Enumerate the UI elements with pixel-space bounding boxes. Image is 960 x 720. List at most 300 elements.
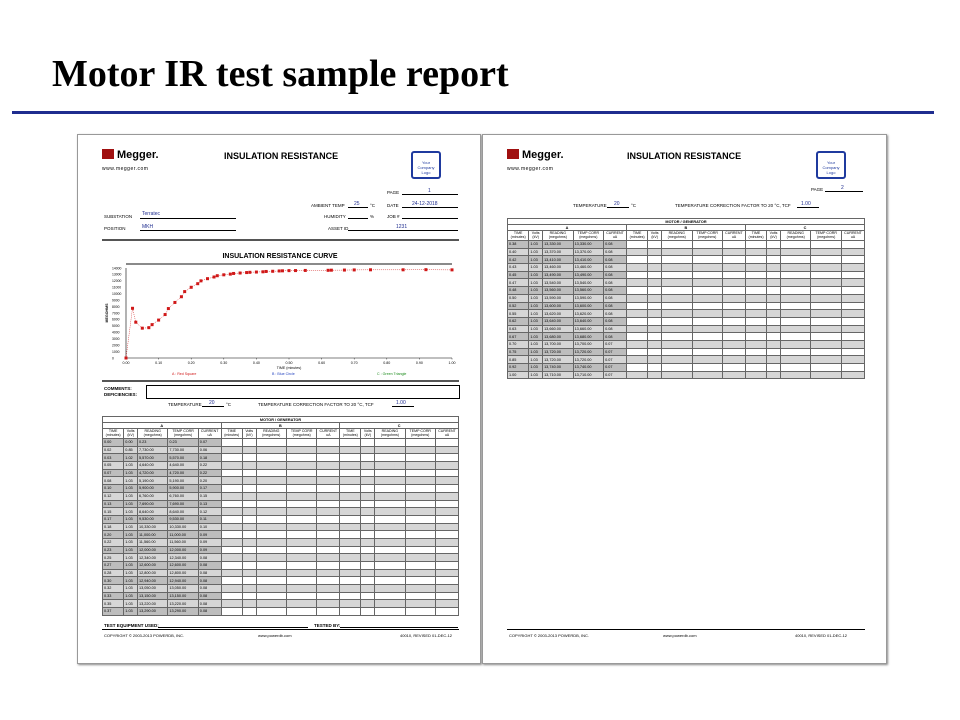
empty-cell [811,356,842,364]
series-a-point [353,268,356,271]
footer-revision: 40010, REVISED 01-DEC-12 [400,633,453,638]
empty-cell [340,562,361,570]
empty-cell [286,531,316,539]
table-cell: 0.08 [198,569,221,577]
empty-cell [780,317,811,325]
empty-cell [375,585,405,593]
table-cell: 0.27 [103,562,124,570]
table-cell: 5,570.00 [168,454,198,462]
table-cell: 0.08 [198,600,221,608]
empty-cell [662,271,693,279]
temperature-label: TEMPERATURE [573,203,607,208]
empty-cell [723,271,746,279]
table-cell: 0.17 [198,485,221,493]
empty-cell [375,508,405,516]
table-cell: 0.08 [604,279,627,287]
column-header: Volts (kV) [361,429,375,439]
empty-cell [242,523,256,531]
empty-cell [626,248,647,256]
empty-cell [626,241,647,249]
empty-cell [767,264,781,272]
series-a-point [141,327,144,330]
empty-cell [435,546,458,554]
table-cell: 0.09 [198,546,221,554]
doc-title: INSULATION RESISTANCE [224,151,339,161]
table-cell: 0.23 [168,439,198,447]
table-cell: 13,620.00 [573,310,604,318]
empty-cell [340,577,361,585]
y-tick-label: 0 [112,356,114,361]
empty-cell [361,439,375,447]
series-a-point [190,286,193,289]
column-header: Volts (kV) [242,429,256,439]
empty-cell [375,515,405,523]
empty-cell [626,371,647,379]
empty-cell [242,577,256,585]
series-a-point [125,356,128,359]
phase-header: A [103,423,222,429]
series-a-point [402,268,405,271]
empty-cell [221,592,242,600]
empty-cell [286,562,316,570]
empty-cell [841,325,864,333]
empty-cell [723,294,746,302]
column-header: CURRENT uA [317,429,340,439]
page-label: PAGE [387,190,400,195]
empty-cell [626,325,647,333]
empty-cell [286,492,316,500]
table-cell: 0.85 [508,356,529,364]
empty-cell [405,469,435,477]
empty-cell [242,446,256,454]
tcf-value: 1.00 [801,201,811,207]
empty-cell [626,302,647,310]
series-a-point [278,269,281,272]
y-tick-label: 2000 [112,343,120,348]
table-cell: 1.03 [124,538,138,546]
empty-cell [780,279,811,287]
table-cell: 12,000.00 [168,546,198,554]
table-row [103,523,459,531]
series-a-point [222,273,225,276]
x-tick-label: 1.00 [448,361,456,365]
empty-cell [767,364,781,372]
table-cell: 13,370.00 [573,248,604,256]
empty-cell [745,271,766,279]
empty-cell [221,439,242,447]
table-cell: 1.03 [124,608,138,616]
table-row [103,562,459,570]
column-header: TEMP CORR (megohms) [811,231,842,241]
table-cell: 13,680.00 [543,333,574,341]
table-cell: 13,410.00 [573,256,604,264]
empty-cell [221,554,242,562]
table-cell: 13,640.00 [573,317,604,325]
table-cell: 0.70 [508,340,529,348]
empty-cell [745,287,766,295]
empty-cell [811,325,842,333]
empty-cell [286,485,316,493]
table-cell: 0.13 [198,500,221,508]
table-cell: 0.37 [103,608,124,616]
empty-cell [811,302,842,310]
empty-cell [626,356,647,364]
motor-generator-header: MOTOR / GENERATOR [103,417,459,423]
column-header: Volts (kV) [767,231,781,241]
empty-cell [361,600,375,608]
table-cell: 13,050.00 [168,585,198,593]
empty-cell [745,364,766,372]
table-cell: 0.08 [604,287,627,295]
series-a-point [261,270,264,273]
position-label: POSITION [104,226,126,231]
empty-cell [340,508,361,516]
empty-cell [435,454,458,462]
empty-cell [221,569,242,577]
table-cell: 0.20 [103,531,124,539]
table-cell: 11,000.00 [168,531,198,539]
table-row [103,500,459,508]
empty-cell [841,333,864,341]
empty-cell [811,371,842,379]
empty-cell [767,325,781,333]
table-cell: 0.08 [604,302,627,310]
empty-cell [361,462,375,470]
empty-cell [221,462,242,470]
table-cell: 4,640.00 [168,462,198,470]
empty-cell [242,600,256,608]
table-cell: 0.00 [124,439,138,447]
tcf-label: TEMPERATURE CORRECTION FACTOR TO 20 °C, TCF [675,203,791,208]
table-cell: 13,330.00 [573,241,604,249]
empty-cell [361,492,375,500]
table-cell: 13,150.00 [168,592,198,600]
empty-cell [286,439,316,447]
empty-cell [340,538,361,546]
table-cell: 4,720.00 [137,469,167,477]
table-cell: 1.03 [124,492,138,500]
x-tick-label: 0.40 [252,361,260,365]
table-cell: 0.08 [198,562,221,570]
empty-cell [811,340,842,348]
empty-cell [221,546,242,554]
empty-cell [242,508,256,516]
series-a-point [255,271,258,274]
empty-cell [648,256,662,264]
series-a-point [327,269,330,272]
table-cell: 0.28 [103,569,124,577]
empty-cell [340,454,361,462]
empty-cell [626,279,647,287]
footer-copyright: COPYRIGHT © 2003-2013 POWERDB, INC. [509,633,590,638]
table-row [103,538,459,546]
job-label: JOB # [387,214,400,219]
empty-cell [286,477,316,485]
empty-cell [780,325,811,333]
table-row [508,241,865,249]
series-a-point [304,269,307,272]
table-cell: 1.03 [529,348,543,356]
empty-cell [340,439,361,447]
empty-cell [242,462,256,470]
y-tick-label: 5000 [112,324,120,329]
y-tick-label: 12000 [112,279,122,284]
table-cell: 0.09 [198,538,221,546]
empty-cell [286,446,316,454]
table-cell: 12,800.00 [168,569,198,577]
empty-cell [340,446,361,454]
empty-cell [767,356,781,364]
empty-cell [662,333,693,341]
table-cell: 0.67 [508,333,529,341]
substation-value: Terratec [142,211,161,217]
empty-cell [780,348,811,356]
x-tick-label: 0.10 [155,361,163,365]
series-a-point [206,277,209,280]
empty-cell [692,264,723,272]
empty-cell [221,600,242,608]
empty-cell [780,333,811,341]
table-row [508,302,865,310]
empty-cell [723,340,746,348]
empty-cell [435,485,458,493]
table-cell: 1.03 [529,248,543,256]
empty-cell [767,333,781,341]
empty-cell [286,592,316,600]
empty-cell [745,356,766,364]
y-tick-label: 8000 [112,304,120,309]
table-cell: 5,900.00 [168,485,198,493]
table-cell: 0.23 [103,546,124,554]
empty-cell [340,469,361,477]
megger-logo-text: Megger. [117,149,159,161]
empty-cell [221,531,242,539]
table-cell: 0.08 [198,608,221,616]
empty-cell [221,500,242,508]
table-cell: 10,330.00 [137,523,167,531]
table-cell: 4,720.00 [168,469,198,477]
legend-item: A : Red Square [172,372,197,376]
table-cell: 1.00 [508,371,529,379]
series-a-point [232,272,235,275]
table-cell: 0.30 [103,577,124,585]
empty-cell [221,485,242,493]
empty-cell [361,523,375,531]
table-cell: 1.03 [529,287,543,295]
series-a-point [229,273,232,276]
series-a-point [131,307,134,310]
column-header: Volts (kV) [529,231,543,241]
empty-cell [626,287,647,295]
empty-cell [256,439,286,447]
temperature-unit: °C [226,402,232,407]
table-row [103,592,459,600]
asset-id-value: 1231 [396,224,408,230]
megger-logo-icon [102,149,114,159]
temperature-unit: °C [631,203,637,208]
table-row [103,446,459,454]
empty-cell [361,515,375,523]
empty-cell [317,462,340,470]
empty-cell [361,562,375,570]
table-cell: 6,760.00 [168,492,198,500]
empty-cell [375,446,405,454]
table-cell: 13,740.00 [543,364,574,372]
table-cell: 0.38 [508,241,529,249]
ambient-temp-value: 25 [354,201,360,207]
empty-cell [221,538,242,546]
empty-cell [256,508,286,516]
y-tick-label: 14000 [112,266,122,271]
table-cell: 0.23 [137,439,167,447]
table-cell: 13,410.00 [543,256,574,264]
empty-cell [723,371,746,379]
column-header: READING (megohms) [662,231,693,241]
empty-cell [723,356,746,364]
table-cell: 13,590.00 [573,294,604,302]
empty-cell [723,325,746,333]
table-cell: 12,940.00 [168,577,198,585]
y-tick-label: 7000 [112,311,120,316]
empty-cell [780,310,811,318]
y-tick-label: 1000 [112,349,120,354]
empty-cell [256,462,286,470]
empty-cell [340,585,361,593]
table-cell: 0.48 [508,287,529,295]
ambient-temp-unit: °C [370,203,376,208]
empty-cell [692,371,723,379]
table-cell: 0.63 [508,325,529,333]
empty-cell [648,271,662,279]
table-cell: 0.07 [604,340,627,348]
tcf-label: TEMPERATURE CORRECTION FACTOR TO 20 °C, TCF [258,402,374,407]
empty-cell [648,364,662,372]
empty-cell [648,302,662,310]
column-header: TIME (minutes) [103,429,124,439]
empty-cell [286,577,316,585]
empty-cell [811,348,842,356]
table-cell: 1.03 [529,264,543,272]
company-logo-icon: Your Company Logo [816,151,846,179]
comments-field[interactable] [146,385,460,399]
table-cell: 1.03 [124,462,138,470]
megger-site: www.megger.com [507,166,554,172]
empty-cell [626,364,647,372]
empty-cell [361,500,375,508]
table-cell: 11,560.00 [137,538,167,546]
table-cell: 1.03 [529,310,543,318]
empty-cell [745,317,766,325]
x-tick-label: 0.60 [318,361,326,365]
table-cell: 8,640.00 [137,508,167,516]
empty-cell [340,554,361,562]
table-cell: 1.03 [529,356,543,364]
empty-cell [841,241,864,249]
empty-cell [435,531,458,539]
empty-cell [723,302,746,310]
table-cell: 0.08 [198,577,221,585]
empty-cell [242,492,256,500]
empty-cell [841,310,864,318]
table-cell: 1.03 [529,256,543,264]
column-header: TIME (minutes) [508,231,529,241]
table-cell: 0.33 [103,592,124,600]
table-cell: 0.40 [508,248,529,256]
empty-cell [375,554,405,562]
empty-cell [435,446,458,454]
series-a-point [213,276,216,279]
empty-cell [692,279,723,287]
empty-cell [841,287,864,295]
series-a-point [239,272,242,275]
table-row [103,477,459,485]
series-a-point [134,321,137,324]
empty-cell [435,569,458,577]
table-cell: 5,190.00 [137,477,167,485]
empty-cell [811,333,842,341]
empty-cell [317,531,340,539]
empty-cell [317,569,340,577]
empty-cell [242,554,256,562]
series-a-point [173,301,176,304]
table-row [103,585,459,593]
empty-cell [242,608,256,616]
series-a-point [151,323,154,326]
table-cell: 9,530.00 [137,515,167,523]
table-cell: 13,600.00 [543,302,574,310]
report-page-1 [77,134,481,664]
table-cell: 13,720.00 [573,348,604,356]
table-cell: 0.08 [604,248,627,256]
table-cell: 0.50 [508,294,529,302]
empty-cell [435,577,458,585]
empty-cell [811,256,842,264]
table-cell: 0.12 [198,508,221,516]
empty-cell [242,538,256,546]
empty-cell [361,508,375,516]
table-cell: 1.03 [124,523,138,531]
empty-cell [405,454,435,462]
table-cell: 13,620.00 [543,310,574,318]
empty-cell [256,577,286,585]
table-cell: 0.00 [103,439,124,447]
empty-cell [692,294,723,302]
empty-cell [221,469,242,477]
table-row [508,256,865,264]
empty-cell [405,462,435,470]
empty-cell [361,531,375,539]
empty-cell [242,477,256,485]
empty-cell [692,356,723,364]
empty-cell [375,523,405,531]
empty-cell [780,356,811,364]
empty-cell [340,500,361,508]
column-header: READING (megohms) [137,429,167,439]
empty-cell [317,492,340,500]
table-cell: 0.08 [604,271,627,279]
empty-cell [317,600,340,608]
empty-cell [361,569,375,577]
table-cell: 1.03 [124,508,138,516]
empty-cell [767,279,781,287]
table-cell: 0.13 [103,500,124,508]
table-row [103,600,459,608]
empty-cell [361,577,375,585]
table-cell: 0.10 [198,523,221,531]
table-row [103,554,459,562]
empty-cell [811,279,842,287]
empty-cell [221,477,242,485]
